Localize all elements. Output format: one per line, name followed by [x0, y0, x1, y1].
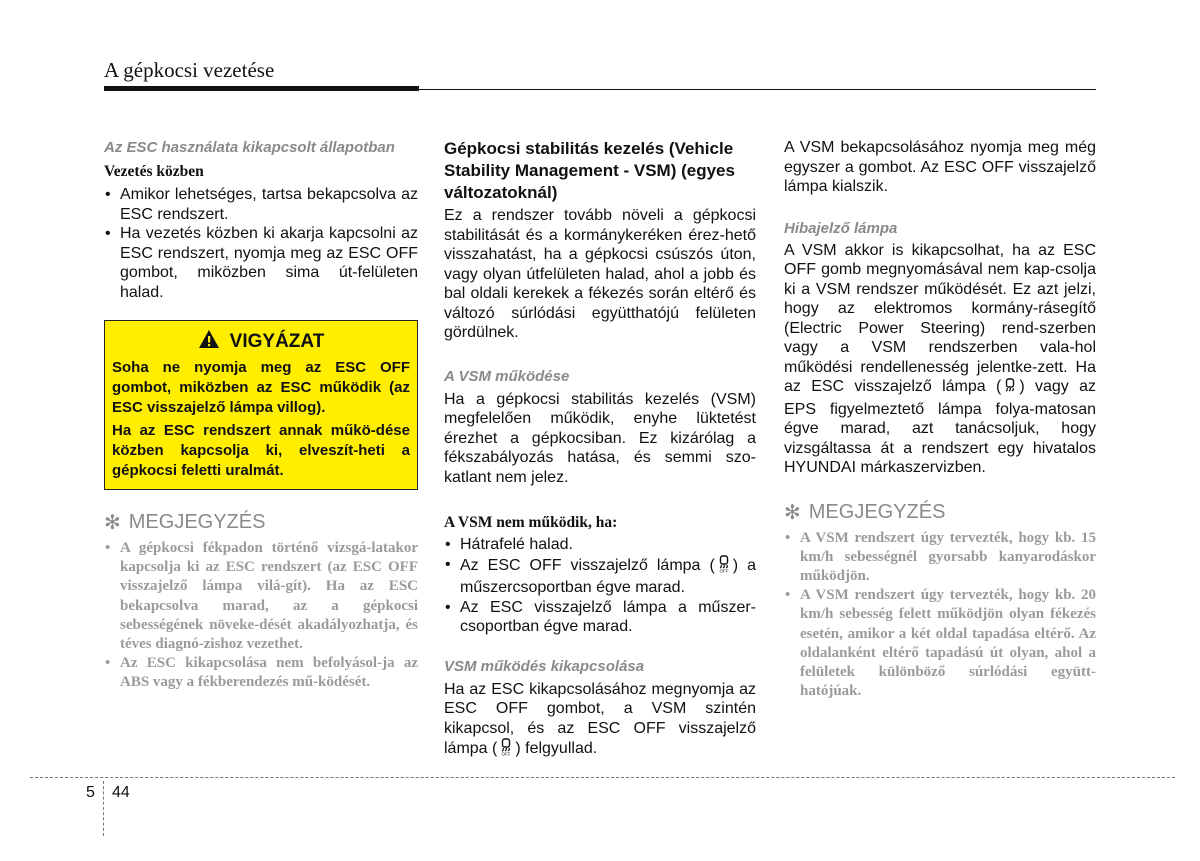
note-list [784, 529, 1096, 702]
note-title-row [784, 500, 1096, 525]
fault-lamp-text-part: A VSM akkor is kikapcsolhat, ha az ESC OFF gomb megnyomásával nem kap-csolja ki a VSM rendszer működését. Ez azt jelzi, hogy az elektromos kormány-rásegítő (Electric Power Steering) rend-szerben vagy a VSM rendszerben vala-hol működési rendellenesség jelentke-zett. Ha az ESC visszajelző lámpa ( [784, 241, 1096, 395]
vsm-not-working-list [444, 535, 756, 637]
fault-lamp-text-part: ) vagy az EPS figyelmeztető lámpa folya-matosan égve marad, azt tanácsoljuk, hogy vizsgáltassa át a rendszert egy hivatalos HYUNDAI márkaszervizben. [784, 378, 1097, 476]
vsm-on-text: A VSM bekapcsolásához nyomja meg még egyszer a gombot. Az ESC OFF visszajelző lámpa kialszik. [784, 139, 1096, 195]
vsm-operation-subhead: A VSM működése [444, 367, 570, 385]
note-title: MEGJEGYZÉS [128, 511, 266, 533]
page-number: 44 [112, 784, 130, 801]
list-item: • Az ESC kikapcsolása nem befolyásol-ja az ABS vagy a fékberendezés mű-ködését. [104, 654, 418, 692]
vsm-operation-text: Ha a gépkocsi stabilitás kezelés (VSM) megfelelően működik, enyhe lüktetést érezhet a gépkocsiban. Ez kizárólag a fékszabályozás hatása, és semmi szo-katlant nem jelez. [444, 390, 756, 486]
esc-off-subhead: Az ESC használata kikapcsolt állapotban [104, 139, 395, 156]
list-item: • Hátrafelé halad. [444, 535, 756, 555]
driving-label: Vezetés közben [104, 163, 204, 180]
list-item-text: Az ESC OFF visszajelző lámpa ( [460, 556, 715, 574]
list-item: • A VSM rendszert úgy tervezték, hogy kb. 20 km/h sebesség felett működjön olyan fékezés esetén, amikor a két oldal tapadása eltérő. Az oldalanként eltérő tapadású út olyan, ahol a felületek különböző súrlódási együtt-hatójúak. [784, 586, 1096, 701]
vsm-off-text-part: Ha az ESC kikapcsolásához megnyomja az ESC OFF gombot, a VSM szintén kikapcsol, és az ESC OFF visszajelző lámpa ( [444, 680, 756, 757]
footer-vertical-divider [103, 781, 104, 836]
fault-lamp-text [784, 241, 1096, 478]
note-block [784, 500, 1096, 702]
column-right [784, 138, 1096, 701]
esc-off-indicator-icon [717, 555, 731, 579]
note-title: MEGJEGYZÉS [808, 500, 946, 523]
list-item: • Ha vezetés közben ki akarja kapcsolni az ESC rendszert, nyomja meg az ESC OFF gombot, miközben sima út-felületen halad. [104, 224, 418, 302]
esc-indicator-icon [1003, 378, 1017, 400]
column-middle [444, 138, 756, 762]
caution-header [112, 329, 410, 354]
header-rule-thick [104, 86, 419, 91]
note-list [104, 539, 418, 693]
vsm-off-subhead: VSM működés kikapcsolása [444, 657, 645, 675]
esc-off-indicator-icon [499, 738, 513, 762]
list-item: • Amikor lehetséges, tartsa bekapcsolva az ESC rendszert. [104, 185, 418, 224]
page-header-title: A gépkocsi vezetése [104, 58, 275, 82]
list-item [444, 555, 756, 598]
chapter-number: 5 [86, 784, 95, 801]
vsm-off-text-part: ) felgyullad. [515, 740, 598, 757]
warning-triangle-icon [198, 329, 220, 354]
caution-text-2: Ha az ESC rendszert annak műkö-dése közben kapcsolja ki, elveszít-heti a gépkocsi feletti uralmát. [112, 422, 410, 479]
fault-lamp-subhead: Hibajelző lámpa [784, 219, 898, 237]
column-left [104, 138, 418, 693]
list-item: • A gépkocsi fékpadon történő vizsgá-latakor kapcsolja ki az ESC rendszert (az ESC OFF visszajelző lámpa vilá-gít). Ha az ESC bekapcsolva marad, az a gépkocsi sebességének növeke-dését akadályozhatja, és téves diagnó-zishoz vezethet. [104, 539, 418, 654]
vsm-section-title: Gépkocsi stabilitás kezelés (Vehicle Stability Management - VSM) (egyes változatoknál) [444, 139, 735, 202]
list-item: • Az ESC visszajelző lámpa a műszer-csoportban égve marad. [444, 598, 756, 637]
vsm-off-text [444, 680, 756, 762]
svg-text:OFF: OFF [501, 751, 511, 756]
footer-divider [30, 777, 1175, 778]
driving-bullets [104, 185, 418, 302]
vsm-not-working-label: A VSM nem működik, ha: [444, 514, 618, 531]
note-star-icon: ✻ [784, 501, 801, 524]
list-item-text: ) a műszercsoportban égve marad. [460, 556, 756, 596]
list-item: • A VSM rendszert úgy tervezték, hogy kb. 15 km/h sebességnél gyorsabb kanyarodáskor működjön. [784, 529, 1096, 587]
caution-title: VIGYÁZAT [229, 330, 325, 352]
caution-text-1: Soha ne nyomja meg az ESC OFF gombot, miközben az ESC működik (az ESC visszajelző lámpa villog). [112, 359, 410, 416]
svg-text:OFF: OFF [719, 568, 729, 573]
note-title-row [104, 510, 418, 535]
caution-box [104, 320, 418, 490]
note-star-icon: ✻ [104, 512, 121, 534]
vsm-intro-text: Ez a rendszer tovább növeli a gépkocsi stabilitását és a kormánykeréken érez-hető visszahatást, ha a gépkocsi csúszós úton, vagy olyan útfelületen halad, ahol a jobb és bal oldali kerekek a fékezés során eltérő és változó súrlódási együtthatójú felületen gördülnek. [444, 207, 756, 341]
note-block [104, 510, 418, 693]
